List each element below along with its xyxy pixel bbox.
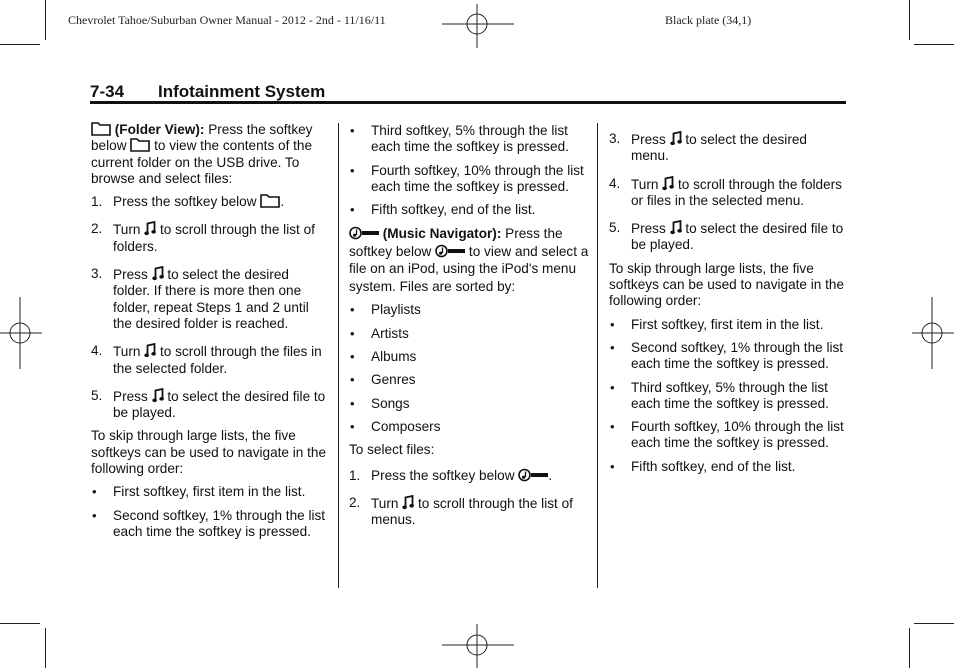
crop-mark (0, 623, 40, 624)
bullet-text: First softkey, first item in the list. (631, 316, 824, 332)
list-item (349, 326, 589, 342)
bullet: • (350, 123, 355, 138)
list-item (349, 419, 589, 435)
music-navigator-text: to view and select a file on an iPod, using the iPod's menu system. Files are sorted by: (349, 243, 589, 294)
list-item (91, 266, 327, 332)
step-number: 5. (609, 220, 621, 236)
folder-icon (91, 122, 111, 136)
section-rule (90, 101, 846, 104)
bullet-text: Second softkey, 1% through the list each time the softkey is pressed. (113, 507, 326, 539)
folder-icon (130, 138, 150, 152)
bullet-text: Third softkey, 5% through the list each time the softkey is pressed. (371, 123, 569, 155)
music-navigator-title: (Music Navigator): (382, 226, 502, 242)
bullet: • (610, 339, 615, 355)
music-note-icon (144, 221, 156, 236)
list-item (349, 302, 589, 318)
bullet: • (610, 419, 615, 435)
column-divider (597, 123, 598, 588)
list-item (609, 380, 847, 413)
music-note-icon (144, 343, 156, 358)
list-item (349, 123, 589, 156)
list-item (349, 468, 589, 484)
bullet: • (350, 202, 355, 218)
bullet-text: First softkey, first item in the list. (113, 484, 306, 500)
column-2 (349, 123, 589, 528)
list-item (91, 221, 327, 255)
bullet-text: Fourth softkey, 10% through the list each time the softkey is pressed. (631, 419, 844, 451)
list-item (91, 508, 327, 541)
music-navigator-icon (518, 468, 548, 482)
step-text: Press (631, 221, 666, 237)
bullet: • (350, 349, 355, 365)
bullet-text: Fifth softkey, end of the list. (371, 202, 536, 218)
bullet: • (350, 395, 355, 411)
folder-view-text: to view the contents of the current folder on the USB drive. To browse and select files: (91, 138, 313, 186)
bullet-text: Third softkey, 5% through the list each time the softkey is pressed. (631, 379, 829, 411)
step-text: to select the desired folder. If there is more then one folder, repeat Steps 1 and 2 until the desired folder is reached. (113, 267, 309, 331)
folder-view-text: softkey below (91, 122, 313, 154)
music-navigator-text: softkey below (349, 243, 432, 259)
bullet: • (350, 372, 355, 388)
list-item (609, 176, 847, 210)
crop-mark (45, 628, 46, 668)
sort-option: Genres (371, 372, 416, 388)
crop-mark (914, 623, 954, 624)
list-item (349, 495, 589, 529)
crop-mark (914, 44, 954, 45)
sort-option: Composers (371, 418, 441, 434)
list-item (609, 220, 847, 254)
select-files-label: To select files: (349, 442, 435, 458)
sort-option: Albums (371, 349, 417, 365)
step-text: to scroll through the folders or files in the selected menu. (631, 176, 842, 208)
step-text: . (280, 194, 285, 210)
column-3 (609, 131, 847, 475)
step-text: Press (631, 132, 666, 147)
step-text: Turn (631, 176, 659, 192)
list-item (349, 163, 589, 196)
music-navigator-icon (349, 226, 379, 240)
music-note-icon (402, 495, 414, 510)
step-text: Press (113, 388, 148, 404)
column-divider (338, 123, 339, 588)
music-navigator-intro (349, 225, 589, 295)
list-item (91, 484, 327, 500)
folder-icon (260, 194, 280, 208)
music-navigator-icon (435, 244, 465, 258)
registration-mark-top (442, 4, 514, 48)
step-text: Turn (113, 344, 141, 360)
folder-view-intro (91, 122, 327, 187)
list-item (91, 194, 327, 210)
crop-mark (45, 0, 46, 40)
registration-mark-right (912, 297, 954, 369)
print-header-right: Black plate (34,1) (665, 13, 752, 27)
section-number: 7-34 (90, 82, 125, 101)
music-note-icon (152, 266, 164, 281)
step-number: 3. (91, 266, 103, 282)
list-item (609, 131, 847, 165)
bullet: • (610, 379, 615, 395)
step-number: 4. (609, 175, 621, 191)
step-text: Press the softkey below (371, 467, 515, 483)
bullet: • (92, 507, 97, 523)
step-text: to select the desired menu. (631, 132, 807, 164)
step-text: Press the softkey below (113, 194, 257, 210)
step-number: 2. (349, 494, 361, 510)
step-text: to select the desired file to be played. (113, 388, 326, 421)
list-item (609, 317, 847, 333)
bullet-text: Fifth softkey, end of the list. (631, 458, 796, 474)
step-number: 1. (91, 194, 103, 210)
step-number: 3. (609, 131, 621, 146)
step-number: 1. (349, 467, 361, 483)
print-header-left: Chevrolet Tahoe/Suburban Owner Manual - 2012 - 2nd - 11/16/11 (68, 13, 386, 27)
list-item (349, 372, 589, 388)
list-item (91, 388, 327, 422)
step-text: to select the desired file to be played. (631, 221, 844, 253)
bullet: • (350, 418, 355, 434)
music-navigator-text: Press the (505, 226, 563, 242)
list-item (609, 340, 847, 373)
bullet: • (610, 458, 615, 474)
bullet-text: Second softkey, 1% through the list each time the softkey is pressed. (631, 339, 844, 372)
registration-mark-left (0, 297, 42, 369)
step-text: to scroll through the list of menus. (371, 495, 573, 528)
crop-mark (0, 44, 40, 45)
step-text: . (548, 467, 553, 483)
skip-instructions: To skip through large lists, the five softkeys can be used to navigate in the following order: (91, 428, 327, 477)
list-item (609, 419, 847, 452)
sort-option: Playlists (371, 302, 421, 318)
sort-option: Songs (371, 395, 410, 411)
list-item (349, 202, 589, 218)
step-text: to scroll through the list of folders. (113, 222, 315, 254)
list-item (349, 349, 589, 365)
bullet-text: Fourth softkey, 10% through the list each time the softkey is pressed. (371, 162, 584, 194)
music-note-icon (662, 176, 674, 191)
bullet: • (92, 484, 97, 500)
column-1 (91, 122, 327, 540)
music-note-icon (152, 388, 164, 403)
section-title: Infotainment System (158, 82, 326, 101)
bullet: • (610, 316, 615, 332)
registration-mark-bottom (442, 624, 514, 668)
step-number: 5. (91, 387, 103, 403)
step-text: Turn (113, 222, 141, 238)
list-item (91, 343, 327, 377)
sort-option: Artists (371, 325, 409, 341)
crop-mark (909, 0, 910, 40)
step-text: Press (113, 267, 148, 283)
step-text: Turn (371, 495, 399, 511)
bullet: • (350, 162, 355, 178)
bullet: • (350, 325, 355, 341)
skip-instructions: To skip through large lists, the five softkeys can be used to navigate in the following order: (609, 260, 845, 309)
step-text: to scroll through the files in the selected folder. (113, 344, 322, 376)
bullet: • (350, 302, 355, 318)
step-number: 4. (91, 343, 103, 359)
crop-mark (909, 628, 910, 668)
step-number: 2. (91, 221, 103, 237)
list-item (609, 459, 847, 475)
music-note-icon (670, 220, 682, 235)
list-item (349, 396, 589, 412)
folder-view-title: (Folder View): (114, 122, 205, 137)
folder-view-text: Press the (208, 122, 266, 137)
music-note-icon (670, 131, 682, 146)
